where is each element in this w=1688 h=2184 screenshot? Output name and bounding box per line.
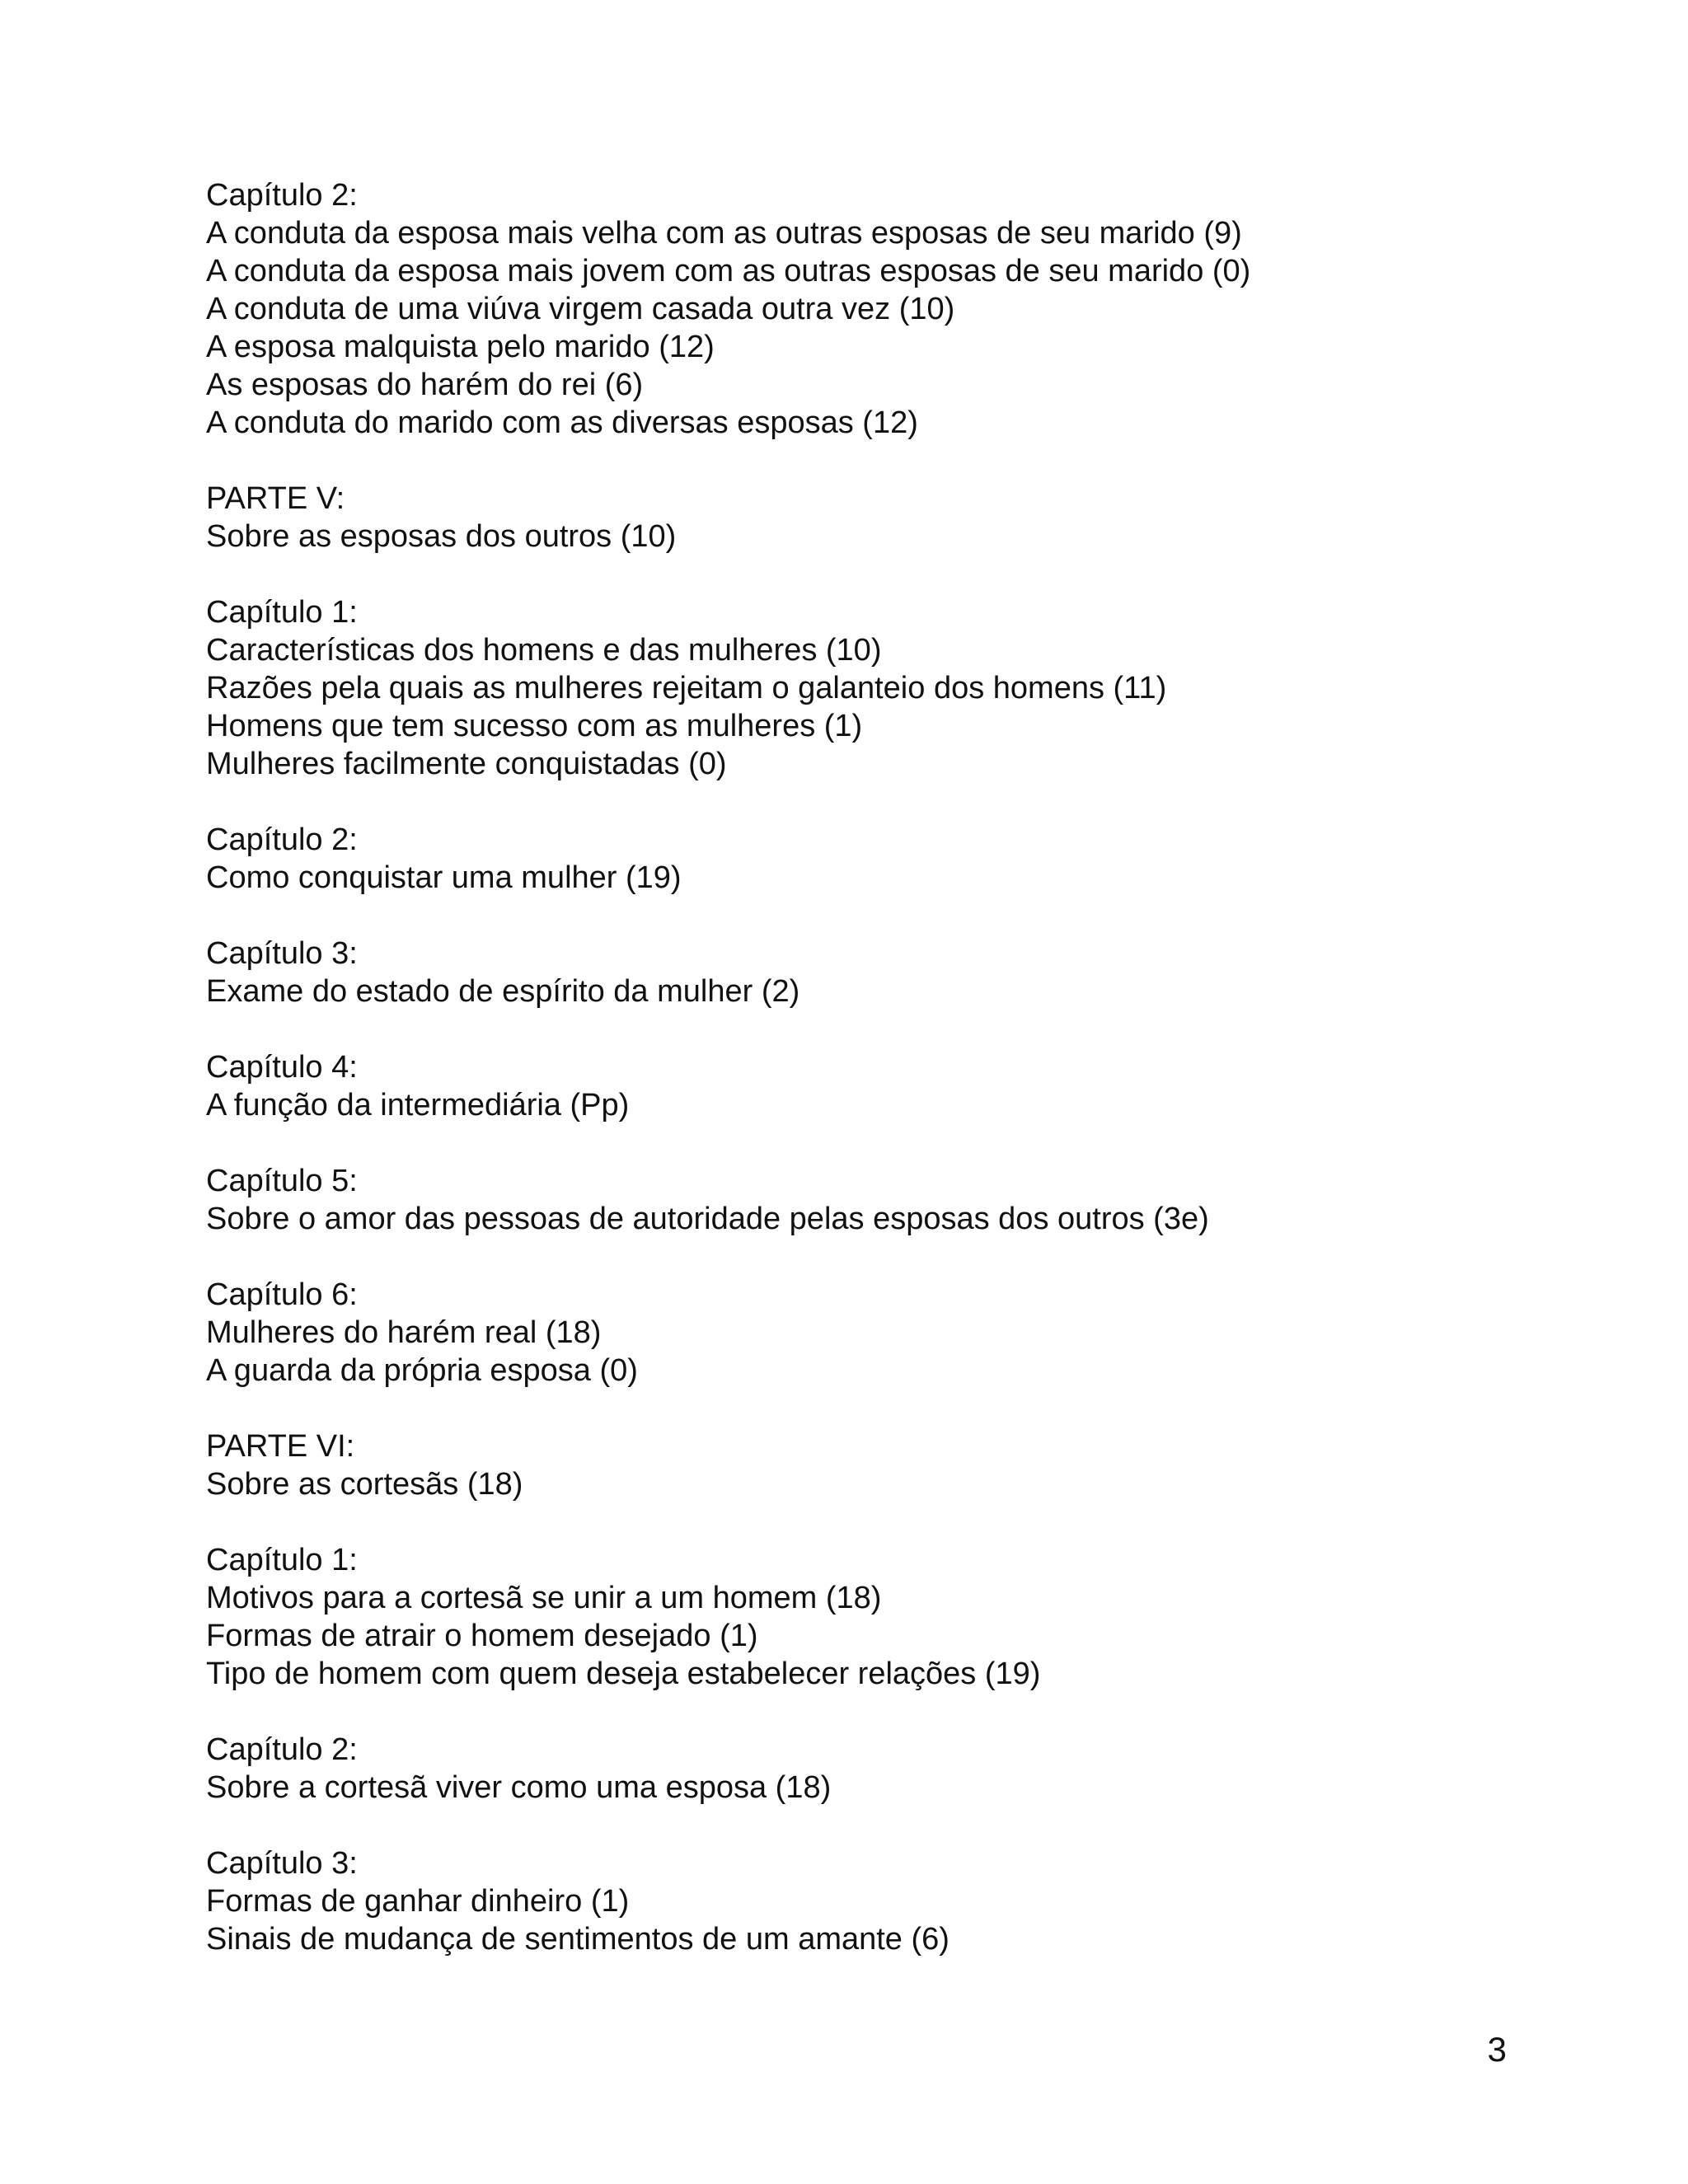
entry-line: Tipo de homem com quem deseja estabelecer relações (19) (206, 1657, 1041, 1691)
entry-line: As esposas do harém do rei (6) (206, 368, 644, 402)
entry-line: Como conquistar uma mulher (19) (206, 860, 682, 895)
section-block (206, 1276, 1607, 1390)
entry-line: Exame do estado de espírito da mulher (2) (206, 974, 800, 1009)
entry-line: A função da intermediária (Pp) (206, 1088, 630, 1122)
entry-line: Sobre as esposas dos outros (10) (206, 519, 677, 554)
section-block (206, 176, 1607, 442)
section-block (206, 935, 1607, 1010)
section-heading: Capítulo 2: (206, 178, 358, 213)
entry-line: A conduta de uma viúva virgem casada outra vez (10) (206, 292, 955, 326)
section-block (206, 1048, 1607, 1124)
entry-line: A conduta da esposa mais jovem com as outras esposas de seu marido (0) (206, 254, 1251, 288)
entry-line: Formas de ganhar dinheiro (1) (206, 1884, 630, 1919)
entry-line: A conduta da esposa mais velha com as outras esposas de seu marido (9) (206, 216, 1242, 251)
part-heading: PARTE V: (206, 481, 345, 516)
section-heading: Capítulo 2: (206, 1732, 358, 1767)
section-heading: Capítulo 3: (206, 1846, 358, 1881)
section-block (206, 480, 1607, 555)
entry-line: Homens que tem sucesso com as mulheres (1) (206, 709, 863, 743)
section-heading: Capítulo 1: (206, 595, 358, 630)
document-body (206, 176, 1607, 1996)
part-heading: PARTE VI: (206, 1429, 355, 1464)
entry-line: Sobre a cortesã viver como uma esposa (18) (206, 1770, 832, 1805)
entry-line: Mulheres facilmente conquistadas (0) (206, 747, 727, 781)
section-block (206, 1427, 1607, 1503)
section-block (206, 593, 1607, 783)
entry-line: A esposa malquista pelo marido (12) (206, 330, 715, 364)
section-block (206, 821, 1607, 897)
section-block (206, 1844, 1607, 1958)
entry-line: Características dos homens e das mulheres (10) (206, 633, 882, 668)
section-heading: Capítulo 1: (206, 1543, 358, 1577)
section-heading: Capítulo 4: (206, 1050, 358, 1085)
entry-line: Sobre o amor das pessoas de autoridade pelas esposas dos outros (3e) (206, 1202, 1209, 1236)
section-block (206, 1541, 1607, 1693)
entry-line: Mulheres do harém real (18) (206, 1315, 602, 1350)
entry-line: A guarda da própria esposa (0) (206, 1353, 638, 1388)
section-heading: Capítulo 5: (206, 1164, 358, 1198)
entry-line: Motivos para a cortesã se unir a um homem (18) (206, 1581, 882, 1615)
entry-line: Formas de atrair o homem desejado (1) (206, 1619, 758, 1653)
entry-line: Sinais de mudança de sentimentos de um amante (6) (206, 1922, 950, 1957)
section-block (206, 1731, 1607, 1807)
entry-line: Sobre as cortesãs (18) (206, 1467, 523, 1502)
entry-line: A conduta do marido com as diversas esposas (12) (206, 405, 918, 440)
page-number: 3 (1487, 2030, 1507, 2069)
entry-line: Razões pela quais as mulheres rejeitam o galanteio dos homens (11) (206, 671, 1167, 705)
section-heading: Capítulo 2: (206, 823, 358, 857)
section-heading: Capítulo 3: (206, 936, 358, 971)
section-block (206, 1162, 1607, 1238)
section-heading: Capítulo 6: (206, 1277, 358, 1312)
